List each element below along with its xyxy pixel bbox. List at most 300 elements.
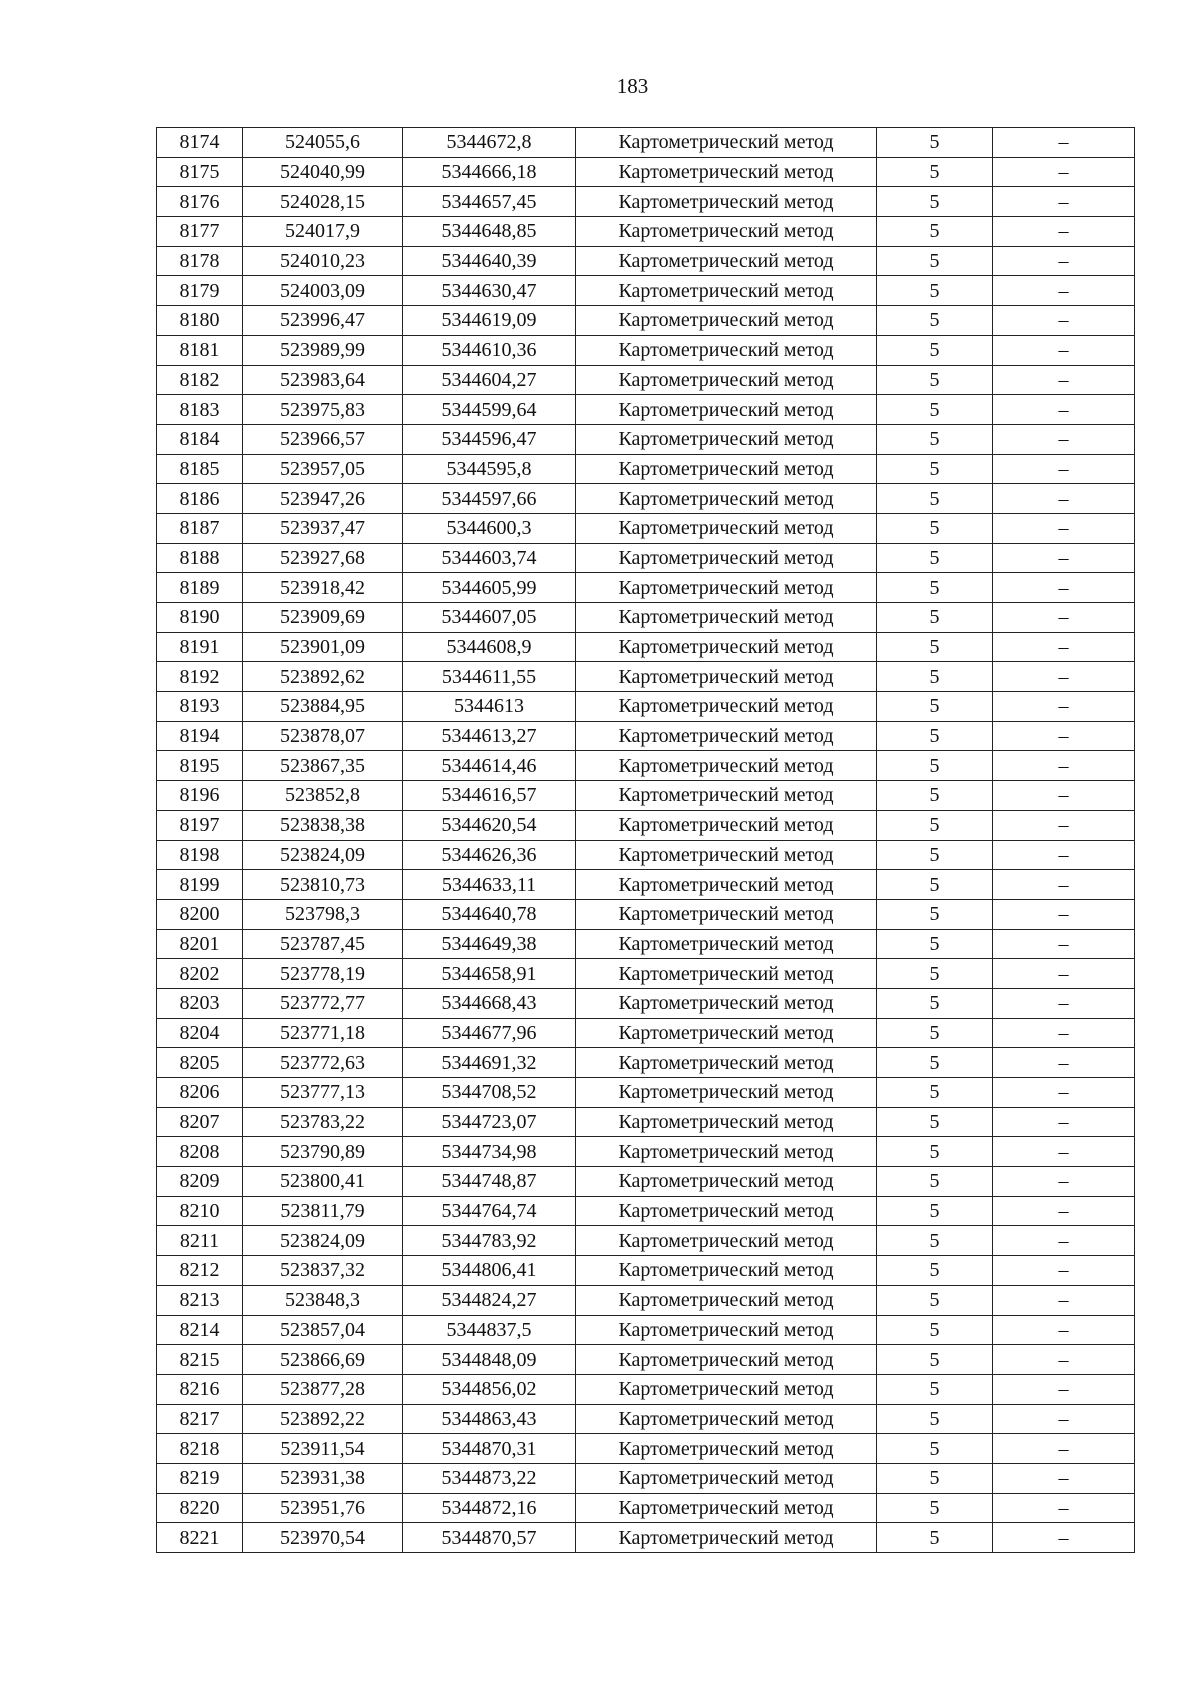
y-coordinate-cell: 5344872,16 — [403, 1493, 576, 1523]
y-coordinate-cell: 5344640,39 — [403, 246, 576, 276]
accuracy-cell: 5 — [877, 959, 993, 989]
method-cell: Картометрический метод — [576, 1315, 877, 1345]
accuracy-cell: 5 — [877, 810, 993, 840]
accuracy-cell: 5 — [877, 454, 993, 484]
y-coordinate-cell: 5344597,66 — [403, 484, 576, 514]
method-cell: Картометрический метод — [576, 810, 877, 840]
y-coordinate-cell: 5344672,8 — [403, 128, 576, 158]
table-row — [157, 603, 1135, 633]
y-coordinate-cell: 5344595,8 — [403, 454, 576, 484]
y-coordinate-cell: 5344691,32 — [403, 1048, 576, 1078]
note-cell: – — [993, 513, 1135, 543]
y-coordinate-cell: 5344611,55 — [403, 662, 576, 692]
note-cell: – — [993, 959, 1135, 989]
point-number-cell: 8209 — [157, 1167, 243, 1197]
table-row — [157, 365, 1135, 395]
x-coordinate-cell: 523877,28 — [243, 1374, 403, 1404]
point-number-cell: 8198 — [157, 840, 243, 870]
x-coordinate-cell: 523975,83 — [243, 395, 403, 425]
method-cell: Картометрический метод — [576, 692, 877, 722]
y-coordinate-cell: 5344607,05 — [403, 603, 576, 633]
method-cell: Картометрический метод — [576, 1404, 877, 1434]
x-coordinate-cell: 523957,05 — [243, 454, 403, 484]
accuracy-cell: 5 — [877, 721, 993, 751]
note-cell: – — [993, 484, 1135, 514]
method-cell: Картометрический метод — [576, 1226, 877, 1256]
y-coordinate-cell: 5344610,36 — [403, 335, 576, 365]
table-row — [157, 1167, 1135, 1197]
table-row — [157, 899, 1135, 929]
note-cell: – — [993, 395, 1135, 425]
method-cell: Картометрический метод — [576, 603, 877, 633]
note-cell: – — [993, 632, 1135, 662]
method-cell: Картометрический метод — [576, 573, 877, 603]
accuracy-cell: 5 — [877, 1434, 993, 1464]
point-number-cell: 8185 — [157, 454, 243, 484]
point-number-cell: 8194 — [157, 721, 243, 751]
table-row — [157, 187, 1135, 217]
point-number-cell: 8199 — [157, 870, 243, 900]
point-number-cell: 8207 — [157, 1107, 243, 1137]
x-coordinate-cell: 523892,62 — [243, 662, 403, 692]
y-coordinate-cell: 5344613,27 — [403, 721, 576, 751]
x-coordinate-cell: 523918,42 — [243, 573, 403, 603]
table-row — [157, 840, 1135, 870]
table-row — [157, 1434, 1135, 1464]
point-number-cell: 8200 — [157, 899, 243, 929]
note-cell: – — [993, 988, 1135, 1018]
point-number-cell: 8216 — [157, 1374, 243, 1404]
note-cell: – — [993, 751, 1135, 781]
x-coordinate-cell: 523772,63 — [243, 1048, 403, 1078]
x-coordinate-cell: 523848,3 — [243, 1285, 403, 1315]
table-row — [157, 662, 1135, 692]
method-cell: Картометрический метод — [576, 929, 877, 959]
accuracy-cell: 5 — [877, 662, 993, 692]
method-cell: Картометрический метод — [576, 1523, 877, 1553]
method-cell: Картометрический метод — [576, 513, 877, 543]
point-number-cell: 8188 — [157, 543, 243, 573]
y-coordinate-cell: 5344614,46 — [403, 751, 576, 781]
point-number-cell: 8196 — [157, 781, 243, 811]
note-cell: – — [993, 424, 1135, 454]
y-coordinate-cell: 5344708,52 — [403, 1078, 576, 1108]
x-coordinate-cell: 523931,38 — [243, 1463, 403, 1493]
accuracy-cell: 5 — [877, 1374, 993, 1404]
accuracy-cell: 5 — [877, 157, 993, 187]
table-row — [157, 1285, 1135, 1315]
x-coordinate-cell: 524055,6 — [243, 128, 403, 158]
table-row — [157, 424, 1135, 454]
y-coordinate-cell: 5344863,43 — [403, 1404, 576, 1434]
table-row — [157, 721, 1135, 751]
note-cell: – — [993, 603, 1135, 633]
accuracy-cell: 5 — [877, 365, 993, 395]
x-coordinate-cell: 524017,9 — [243, 217, 403, 247]
table-row — [157, 1374, 1135, 1404]
accuracy-cell: 5 — [877, 1256, 993, 1286]
note-cell: – — [993, 1434, 1135, 1464]
y-coordinate-cell: 5344620,54 — [403, 810, 576, 840]
x-coordinate-cell: 523857,04 — [243, 1315, 403, 1345]
method-cell: Картометрический метод — [576, 1167, 877, 1197]
y-coordinate-cell: 5344806,41 — [403, 1256, 576, 1286]
table-row — [157, 1256, 1135, 1286]
method-cell: Картометрический метод — [576, 1018, 877, 1048]
note-cell: – — [993, 187, 1135, 217]
x-coordinate-cell: 523996,47 — [243, 306, 403, 336]
y-coordinate-cell: 5344870,57 — [403, 1523, 576, 1553]
point-number-cell: 8206 — [157, 1078, 243, 1108]
y-coordinate-cell: 5344603,74 — [403, 543, 576, 573]
note-cell: – — [993, 1404, 1135, 1434]
table-row — [157, 1107, 1135, 1137]
accuracy-cell: 5 — [877, 1285, 993, 1315]
accuracy-cell: 5 — [877, 1078, 993, 1108]
table-row — [157, 246, 1135, 276]
note-cell: – — [993, 217, 1135, 247]
y-coordinate-cell: 5344848,09 — [403, 1345, 576, 1375]
x-coordinate-cell: 523771,18 — [243, 1018, 403, 1048]
table-row — [157, 157, 1135, 187]
table-row — [157, 573, 1135, 603]
coordinates-table — [156, 127, 1135, 1553]
method-cell: Картометрический метод — [576, 870, 877, 900]
y-coordinate-cell: 5344658,91 — [403, 959, 576, 989]
y-coordinate-cell: 5344666,18 — [403, 157, 576, 187]
x-coordinate-cell: 523937,47 — [243, 513, 403, 543]
method-cell: Картометрический метод — [576, 543, 877, 573]
accuracy-cell: 5 — [877, 870, 993, 900]
y-coordinate-cell: 5344599,64 — [403, 395, 576, 425]
table-row — [157, 543, 1135, 573]
method-cell: Картометрический метод — [576, 424, 877, 454]
method-cell: Картометрический метод — [576, 751, 877, 781]
method-cell: Картометрический метод — [576, 721, 877, 751]
y-coordinate-cell: 5344783,92 — [403, 1226, 576, 1256]
point-number-cell: 8212 — [157, 1256, 243, 1286]
point-number-cell: 8195 — [157, 751, 243, 781]
y-coordinate-cell: 5344630,47 — [403, 276, 576, 306]
accuracy-cell: 5 — [877, 1315, 993, 1345]
coordinates-table-body — [157, 128, 1135, 1553]
point-number-cell: 8190 — [157, 603, 243, 633]
table-row — [157, 781, 1135, 811]
table-row — [157, 870, 1135, 900]
accuracy-cell: 5 — [877, 1196, 993, 1226]
point-number-cell: 8186 — [157, 484, 243, 514]
accuracy-cell: 5 — [877, 543, 993, 573]
table-row — [157, 484, 1135, 514]
note-cell: – — [993, 929, 1135, 959]
page-number: 183 — [616, 74, 649, 98]
note-cell: – — [993, 1137, 1135, 1167]
method-cell: Картометрический метод — [576, 335, 877, 365]
note-cell: – — [993, 543, 1135, 573]
method-cell: Картометрический метод — [576, 246, 877, 276]
table-row — [157, 1048, 1135, 1078]
x-coordinate-cell: 524003,09 — [243, 276, 403, 306]
note-cell: – — [993, 721, 1135, 751]
note-cell: – — [993, 1167, 1135, 1197]
note-cell: – — [993, 840, 1135, 870]
accuracy-cell: 5 — [877, 1107, 993, 1137]
table-row — [157, 632, 1135, 662]
accuracy-cell: 5 — [877, 632, 993, 662]
point-number-cell: 8203 — [157, 988, 243, 1018]
table-row — [157, 1196, 1135, 1226]
method-cell: Картометрический метод — [576, 1107, 877, 1137]
table-row — [157, 1523, 1135, 1553]
table-row — [157, 1226, 1135, 1256]
accuracy-cell: 5 — [877, 1345, 993, 1375]
point-number-cell: 8174 — [157, 128, 243, 158]
table-row — [157, 959, 1135, 989]
point-number-cell: 8197 — [157, 810, 243, 840]
accuracy-cell: 5 — [877, 1167, 993, 1197]
method-cell: Картометрический метод — [576, 662, 877, 692]
method-cell: Картометрический метод — [576, 395, 877, 425]
accuracy-cell: 5 — [877, 306, 993, 336]
table-row — [157, 1137, 1135, 1167]
point-number-cell: 8217 — [157, 1404, 243, 1434]
x-coordinate-cell: 524028,15 — [243, 187, 403, 217]
note-cell: – — [993, 1018, 1135, 1048]
note-cell: – — [993, 246, 1135, 276]
point-number-cell: 8219 — [157, 1463, 243, 1493]
note-cell: – — [993, 1345, 1135, 1375]
point-number-cell: 8221 — [157, 1523, 243, 1553]
accuracy-cell: 5 — [877, 899, 993, 929]
method-cell: Картометрический метод — [576, 217, 877, 247]
table-row — [157, 217, 1135, 247]
point-number-cell: 8192 — [157, 662, 243, 692]
point-number-cell: 8218 — [157, 1434, 243, 1464]
accuracy-cell: 5 — [877, 246, 993, 276]
y-coordinate-cell: 5344837,5 — [403, 1315, 576, 1345]
method-cell: Картометрический метод — [576, 1345, 877, 1375]
x-coordinate-cell: 523811,79 — [243, 1196, 403, 1226]
point-number-cell: 8176 — [157, 187, 243, 217]
table-row — [157, 335, 1135, 365]
point-number-cell: 8201 — [157, 929, 243, 959]
x-coordinate-cell: 523983,64 — [243, 365, 403, 395]
method-cell: Картометрический метод — [576, 1196, 877, 1226]
point-number-cell: 8193 — [157, 692, 243, 722]
method-cell: Картометрический метод — [576, 1078, 877, 1108]
method-cell: Картометрический метод — [576, 484, 877, 514]
accuracy-cell: 5 — [877, 573, 993, 603]
point-number-cell: 8183 — [157, 395, 243, 425]
note-cell: – — [993, 128, 1135, 158]
note-cell: – — [993, 335, 1135, 365]
note-cell: – — [993, 781, 1135, 811]
y-coordinate-cell: 5344649,38 — [403, 929, 576, 959]
accuracy-cell: 5 — [877, 424, 993, 454]
method-cell: Картометрический метод — [576, 988, 877, 1018]
method-cell: Картометрический метод — [576, 1285, 877, 1315]
x-coordinate-cell: 523790,89 — [243, 1137, 403, 1167]
y-coordinate-cell: 5344626,36 — [403, 840, 576, 870]
point-number-cell: 8191 — [157, 632, 243, 662]
point-number-cell: 8205 — [157, 1048, 243, 1078]
x-coordinate-cell: 523824,09 — [243, 840, 403, 870]
method-cell: Картометрический метод — [576, 899, 877, 929]
method-cell: Картометрический метод — [576, 365, 877, 395]
y-coordinate-cell: 5344600,3 — [403, 513, 576, 543]
table-row — [157, 988, 1135, 1018]
accuracy-cell: 5 — [877, 395, 993, 425]
note-cell: – — [993, 276, 1135, 306]
x-coordinate-cell: 524040,99 — [243, 157, 403, 187]
note-cell: – — [993, 1256, 1135, 1286]
table-row — [157, 513, 1135, 543]
x-coordinate-cell: 523867,35 — [243, 751, 403, 781]
note-cell: – — [993, 1285, 1135, 1315]
method-cell: Картометрический метод — [576, 454, 877, 484]
note-cell: – — [993, 1226, 1135, 1256]
table-row — [157, 751, 1135, 781]
x-coordinate-cell: 523951,76 — [243, 1493, 403, 1523]
x-coordinate-cell: 523947,26 — [243, 484, 403, 514]
y-coordinate-cell: 5344677,96 — [403, 1018, 576, 1048]
accuracy-cell: 5 — [877, 840, 993, 870]
point-number-cell: 8211 — [157, 1226, 243, 1256]
method-cell: Картометрический метод — [576, 1256, 877, 1286]
accuracy-cell: 5 — [877, 276, 993, 306]
point-number-cell: 8208 — [157, 1137, 243, 1167]
table-row — [157, 454, 1135, 484]
point-number-cell: 8177 — [157, 217, 243, 247]
y-coordinate-cell: 5344873,22 — [403, 1463, 576, 1493]
accuracy-cell: 5 — [877, 1404, 993, 1434]
x-coordinate-cell: 524010,23 — [243, 246, 403, 276]
note-cell: – — [993, 306, 1135, 336]
x-coordinate-cell: 523909,69 — [243, 603, 403, 633]
method-cell: Картометрический метод — [576, 306, 877, 336]
table-row — [157, 929, 1135, 959]
y-coordinate-cell: 5344734,98 — [403, 1137, 576, 1167]
point-number-cell: 8215 — [157, 1345, 243, 1375]
x-coordinate-cell: 523778,19 — [243, 959, 403, 989]
y-coordinate-cell: 5344619,09 — [403, 306, 576, 336]
accuracy-cell: 5 — [877, 1523, 993, 1553]
method-cell: Картометрический метод — [576, 128, 877, 158]
table-row — [157, 1018, 1135, 1048]
table-row — [157, 395, 1135, 425]
x-coordinate-cell: 523783,22 — [243, 1107, 403, 1137]
table-row — [157, 128, 1135, 158]
point-number-cell: 8189 — [157, 573, 243, 603]
note-cell: – — [993, 1107, 1135, 1137]
note-cell: – — [993, 157, 1135, 187]
point-number-cell: 8182 — [157, 365, 243, 395]
note-cell: – — [993, 573, 1135, 603]
accuracy-cell: 5 — [877, 1018, 993, 1048]
point-number-cell: 8220 — [157, 1493, 243, 1523]
point-number-cell: 8184 — [157, 424, 243, 454]
y-coordinate-cell: 5344633,11 — [403, 870, 576, 900]
method-cell: Картометрический метод — [576, 1434, 877, 1464]
method-cell: Картометрический метод — [576, 1048, 877, 1078]
accuracy-cell: 5 — [877, 988, 993, 1018]
table-row — [157, 810, 1135, 840]
y-coordinate-cell: 5344824,27 — [403, 1285, 576, 1315]
table-row — [157, 276, 1135, 306]
accuracy-cell: 5 — [877, 1137, 993, 1167]
method-cell: Картометрический метод — [576, 1493, 877, 1523]
y-coordinate-cell: 5344605,99 — [403, 573, 576, 603]
x-coordinate-cell: 523878,07 — [243, 721, 403, 751]
method-cell: Картометрический метод — [576, 276, 877, 306]
method-cell: Картометрический метод — [576, 1463, 877, 1493]
accuracy-cell: 5 — [877, 484, 993, 514]
x-coordinate-cell: 523810,73 — [243, 870, 403, 900]
point-number-cell: 8179 — [157, 276, 243, 306]
y-coordinate-cell: 5344608,9 — [403, 632, 576, 662]
note-cell: – — [993, 899, 1135, 929]
y-coordinate-cell: 5344723,07 — [403, 1107, 576, 1137]
y-coordinate-cell: 5344748,87 — [403, 1167, 576, 1197]
point-number-cell: 8202 — [157, 959, 243, 989]
point-number-cell: 8178 — [157, 246, 243, 276]
note-cell: – — [993, 810, 1135, 840]
table-row — [157, 306, 1135, 336]
table-row — [157, 692, 1135, 722]
y-coordinate-cell: 5344604,27 — [403, 365, 576, 395]
x-coordinate-cell: 523884,95 — [243, 692, 403, 722]
accuracy-cell: 5 — [877, 1463, 993, 1493]
x-coordinate-cell: 523970,54 — [243, 1523, 403, 1553]
point-number-cell: 8210 — [157, 1196, 243, 1226]
note-cell: – — [993, 454, 1135, 484]
x-coordinate-cell: 523772,77 — [243, 988, 403, 1018]
method-cell: Картометрический метод — [576, 187, 877, 217]
y-coordinate-cell: 5344616,57 — [403, 781, 576, 811]
accuracy-cell: 5 — [877, 513, 993, 543]
table-row — [157, 1078, 1135, 1108]
y-coordinate-cell: 5344856,02 — [403, 1374, 576, 1404]
accuracy-cell: 5 — [877, 929, 993, 959]
y-coordinate-cell: 5344764,74 — [403, 1196, 576, 1226]
x-coordinate-cell: 523892,22 — [243, 1404, 403, 1434]
accuracy-cell: 5 — [877, 781, 993, 811]
note-cell: – — [993, 1493, 1135, 1523]
x-coordinate-cell: 523866,69 — [243, 1345, 403, 1375]
x-coordinate-cell: 523852,8 — [243, 781, 403, 811]
point-number-cell: 8187 — [157, 513, 243, 543]
x-coordinate-cell: 523989,99 — [243, 335, 403, 365]
method-cell: Картометрический метод — [576, 959, 877, 989]
method-cell: Картометрический метод — [576, 1374, 877, 1404]
point-number-cell: 8213 — [157, 1285, 243, 1315]
note-cell: – — [993, 662, 1135, 692]
accuracy-cell: 5 — [877, 128, 993, 158]
y-coordinate-cell: 5344648,85 — [403, 217, 576, 247]
note-cell: – — [993, 1048, 1135, 1078]
accuracy-cell: 5 — [877, 1226, 993, 1256]
method-cell: Картометрический метод — [576, 840, 877, 870]
accuracy-cell: 5 — [877, 751, 993, 781]
point-number-cell: 8175 — [157, 157, 243, 187]
accuracy-cell: 5 — [877, 217, 993, 247]
y-coordinate-cell: 5344613 — [403, 692, 576, 722]
y-coordinate-cell: 5344668,43 — [403, 988, 576, 1018]
accuracy-cell: 5 — [877, 1493, 993, 1523]
point-number-cell: 8214 — [157, 1315, 243, 1345]
note-cell: – — [993, 1523, 1135, 1553]
accuracy-cell: 5 — [877, 692, 993, 722]
